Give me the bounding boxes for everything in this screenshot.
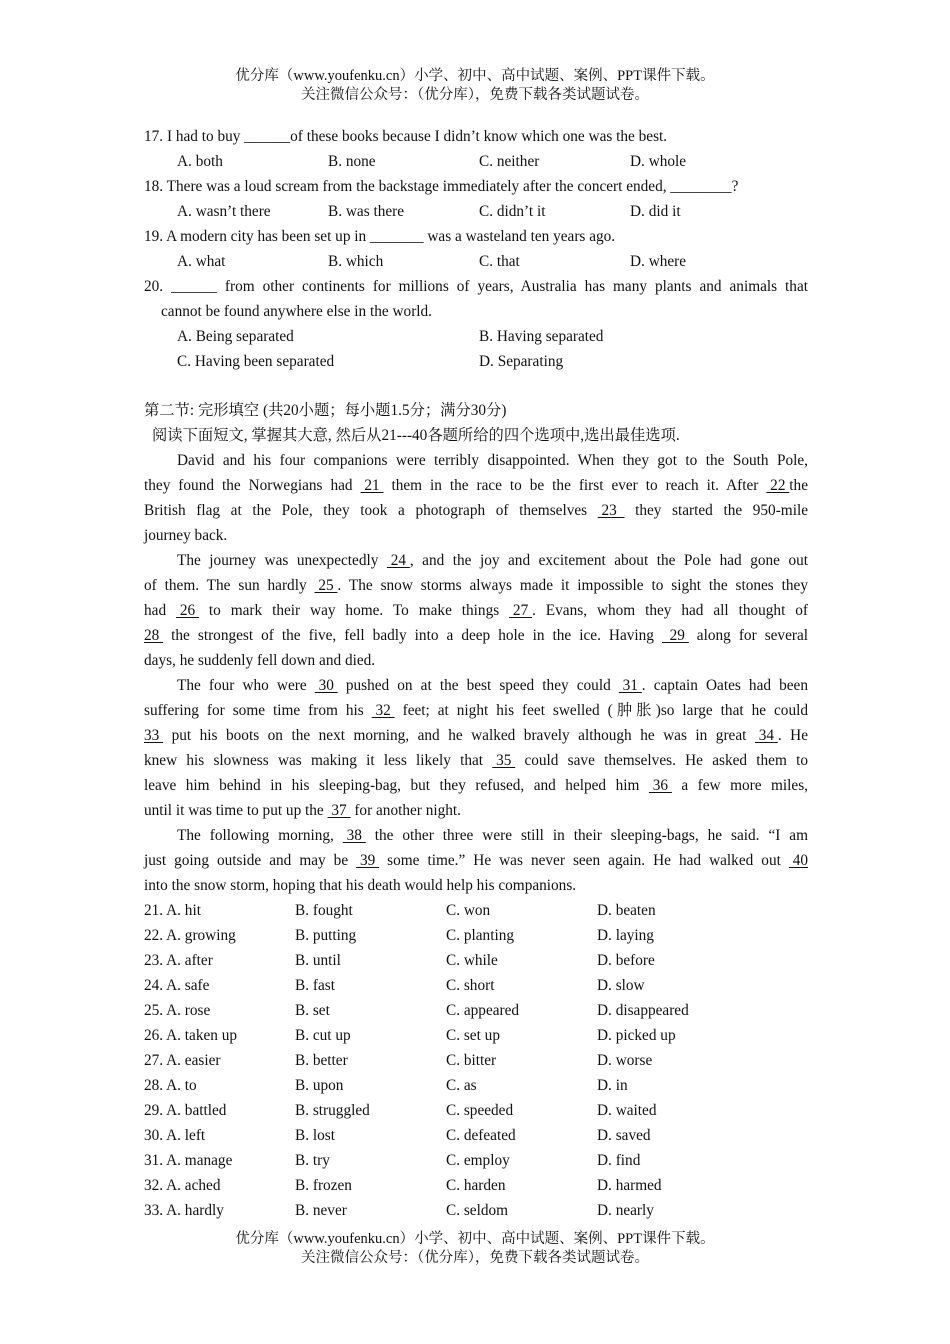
cloze-blank: 24 — [386, 552, 410, 569]
passage-line — [144, 748, 808, 773]
answer-option: C. seldom — [446, 1202, 509, 1219]
section-title: 第二节: 完形填空 (共20小题；每小题1.5分；满分30分) — [144, 402, 507, 419]
passage-line — [144, 798, 808, 823]
answer-row — [144, 1073, 808, 1098]
answer-row — [144, 1023, 808, 1048]
answer-option: D. waited — [597, 1102, 657, 1119]
passage-line — [144, 623, 808, 648]
answer-option: D. laying — [597, 927, 654, 944]
passage-text: The journey was unexpectedly — [177, 552, 387, 569]
answer-option: 30. A. left — [144, 1127, 206, 1144]
cloze-blank: 27 — [509, 602, 533, 619]
answer-option: 29. A. battled — [144, 1102, 227, 1119]
answer-option: D. in — [597, 1077, 628, 1094]
option: D. whole — [630, 153, 687, 170]
cloze-blank: 25 — [314, 577, 338, 594]
cloze-blank: 30 — [314, 677, 338, 694]
cloze-blank: 37 — [327, 802, 351, 819]
option: C. neither — [479, 153, 540, 170]
question-18: 18. There was a loud scream from the backstage immediately after the concert ended, ________? — [144, 178, 739, 195]
cloze-blank: 23 — [597, 502, 625, 519]
answer-option: 23. A. after — [144, 952, 213, 969]
answer-option: D. nearly — [597, 1202, 654, 1219]
passage-line — [144, 473, 808, 498]
exam-content — [144, 124, 808, 1223]
cloze-blank: 29 — [662, 627, 689, 644]
passage-text: the — [789, 477, 808, 494]
cloze-blank: 31 — [618, 677, 642, 694]
answer-option: C. speeded — [446, 1102, 514, 1119]
answer-option: B. putting — [295, 927, 357, 944]
answer-option: 33. A. hardly — [144, 1202, 224, 1219]
answer-option: B. struggled — [295, 1102, 370, 1119]
passage-text: for another night. — [350, 802, 461, 819]
passage-text: journey back. — [144, 527, 228, 544]
answer-option: C. employ — [446, 1152, 510, 1169]
answer-option: B. frozen — [295, 1177, 352, 1194]
passage-line — [144, 573, 808, 598]
answer-options — [144, 898, 808, 1223]
answer-option: B. better — [295, 1052, 348, 1069]
footer-line-2: 关注微信公众号：（优分库），免费下载各类试题试卷。 — [301, 1250, 649, 1266]
cloze-blank: 40 — [788, 852, 808, 869]
section-instruction: 阅读下面短文, 掌握其大意, 然后从21---40各题所给的四个选项中,选出最佳选项. — [152, 427, 680, 444]
answer-option: B. try — [295, 1152, 330, 1169]
passage-text: knew his slowness was making it less likely that — [144, 752, 493, 769]
passage-line — [144, 648, 808, 673]
cloze-blank: 22 — [766, 477, 790, 494]
answer-option: C. bitter — [446, 1052, 497, 1069]
answer-row — [144, 1173, 808, 1198]
answer-option: D. picked up — [597, 1027, 676, 1044]
passage-text: could save themselves. He asked them to — [515, 752, 808, 769]
passage-text: a few more miles, — [671, 777, 809, 794]
answer-option: D. find — [597, 1152, 641, 1169]
passage-text: , and the joy and excitement about the Pole had gone out — [409, 552, 808, 569]
option: D. did it — [630, 203, 681, 220]
passage-text: put his boots on the next morning, and he walked bravely although he was in great — [163, 727, 755, 744]
cloze-blank: 21 — [360, 477, 384, 494]
answer-option: C. while — [446, 952, 498, 969]
answer-row — [144, 1148, 808, 1173]
passage-text: just going outside and may be — [144, 852, 357, 869]
passage-line — [144, 498, 808, 523]
option: D. where — [630, 253, 687, 270]
cloze-passage — [144, 448, 808, 898]
passage-line — [144, 848, 808, 873]
answer-option: 22. A. growing — [144, 927, 236, 944]
passage-text: The following morning, — [177, 827, 343, 844]
answer-option: B. cut up — [295, 1027, 351, 1044]
answer-option: D. saved — [597, 1127, 651, 1144]
passage-text: The four who were — [177, 677, 315, 694]
answer-option: D. before — [597, 952, 655, 969]
passage-text: days, he suddenly fell down and died. — [144, 652, 376, 669]
passage-line — [144, 723, 808, 748]
answer-option: C. defeated — [446, 1127, 516, 1144]
option: B. was there — [328, 203, 405, 220]
passage-text: into the snow storm, hoping that his death would help his companions. — [144, 877, 577, 894]
passage-text: . He — [777, 727, 808, 744]
option: C. didn’t it — [479, 203, 546, 220]
answer-row — [144, 998, 808, 1023]
passage-text: of them. The sun hardly — [144, 577, 315, 594]
answer-option: 24. A. safe — [144, 977, 210, 994]
cloze-blank: 32 — [371, 702, 395, 719]
passage-line — [144, 448, 808, 473]
answer-option: D. disappeared — [597, 1002, 689, 1019]
answer-option: C. harden — [446, 1177, 506, 1194]
passage-text: the other three were still in their sleeping-bags, he said. “I am — [365, 827, 808, 844]
options-19 — [144, 249, 808, 274]
page-header — [0, 67, 950, 105]
passage-text: feet; at night his feet swelled (肿胀)so large that he could — [394, 702, 808, 719]
passage-text: them in the race to be the first ever to reach it. After — [383, 477, 767, 494]
cloze-blank: 28 — [144, 627, 164, 644]
passage-line — [144, 823, 808, 848]
answer-option: 32. A. ached — [144, 1177, 221, 1194]
answer-option: D. harmed — [597, 1177, 662, 1194]
question-19: 19. A modern city has been set up in _______ was a wasteland ten years ago. — [144, 228, 616, 245]
page-footer — [0, 1230, 950, 1268]
answer-option: B. upon — [295, 1077, 344, 1094]
passage-text: British flag at the Pole, they took a photograph of themselves — [144, 502, 598, 519]
option: A. what — [177, 253, 226, 270]
cloze-blank: 35 — [492, 752, 516, 769]
answer-option: 31. A. manage — [144, 1152, 233, 1169]
option: B. which — [328, 253, 384, 270]
answer-option: B. fought — [295, 902, 353, 919]
passage-text: had — [144, 602, 177, 619]
passage-line — [144, 673, 808, 698]
answer-option: 27. A. easier — [144, 1052, 221, 1069]
passage-text: to mark their way home. To make things — [198, 602, 510, 619]
passage-line — [144, 698, 808, 723]
passage-line — [144, 548, 808, 573]
passage-text: leave him behind in his sleeping-bag, but they refused, and helped him — [144, 777, 649, 794]
passage-text: some time.” He was never seen again. He had walked out — [379, 852, 789, 869]
option: A. wasn’t there — [177, 203, 271, 220]
answer-option: D. slow — [597, 977, 645, 994]
option: D. Separating — [479, 353, 564, 370]
option: B. none — [328, 153, 376, 170]
question-20-continued: cannot be found anywhere else in the world. — [161, 303, 433, 320]
answer-option: 26. A. taken up — [144, 1027, 238, 1044]
answer-row — [144, 898, 808, 923]
answer-option: B. set — [295, 1002, 330, 1019]
header-line-2: 关注微信公众号：（优分库），免费下载各类试题试卷。 — [301, 87, 649, 103]
answer-row — [144, 1048, 808, 1073]
answer-option: 21. A. hit — [144, 902, 201, 919]
passage-line — [144, 598, 808, 623]
passage-text: . captain Oates had been — [641, 677, 808, 694]
answer-option: C. set up — [446, 1027, 500, 1044]
cloze-blank: 34 — [754, 727, 778, 744]
passage-text: pushed on at the best speed they could — [337, 677, 619, 694]
answer-option: 25. A. rose — [144, 1002, 211, 1019]
passage-text: David and his four companions were terribly disappointed. When they got to the South Pole, — [177, 452, 808, 469]
passage-text: . Evans, whom they had all thought of — [532, 602, 808, 619]
answer-option: B. until — [295, 952, 341, 969]
passage-text: . The snow storms always made it impossible to sight the stones they — [337, 577, 808, 594]
answer-option: B. fast — [295, 977, 335, 994]
option: B. Having separated — [479, 328, 604, 345]
option: A. Being separated — [177, 328, 294, 345]
options-18 — [144, 199, 808, 224]
answer-row — [144, 1123, 808, 1148]
answer-option: C. planting — [446, 927, 514, 944]
options-17 — [144, 149, 808, 174]
passage-line — [144, 523, 808, 548]
answer-row — [144, 1098, 808, 1123]
passage-line — [144, 873, 808, 898]
cloze-blank: 33 — [144, 727, 164, 744]
passage-line — [144, 773, 808, 798]
passage-text: they started the 950-mile — [624, 502, 808, 519]
passage-text: they found the Norwegians had — [144, 477, 361, 494]
option: A. both — [177, 153, 223, 170]
answer-option: D. beaten — [597, 902, 656, 919]
cloze-blank: 39 — [356, 852, 380, 869]
answer-option: B. never — [295, 1202, 347, 1219]
answer-option: C. won — [446, 902, 491, 919]
answer-row — [144, 923, 808, 948]
passage-text: the strongest of the five, fell badly into a deep hole in the ice. Having — [163, 627, 662, 644]
cloze-blank: 26 — [176, 602, 199, 619]
answer-option: C. short — [446, 977, 495, 994]
answer-option: C. as — [446, 1077, 477, 1094]
cloze-blank: 38 — [342, 827, 366, 844]
answer-option: B. lost — [295, 1127, 335, 1144]
option: C. that — [479, 253, 520, 270]
options-20-row-2 — [144, 349, 808, 374]
footer-line-1: 优分库（www.youfenku.cn）小学、初中、高中试题、案例、PPT课件下载。 — [235, 1231, 715, 1247]
cloze-blank: 36 — [648, 777, 672, 794]
answer-row — [144, 973, 808, 998]
answer-row — [144, 948, 808, 973]
answer-row — [144, 1198, 808, 1223]
option: C. Having been separated — [177, 353, 335, 370]
question-17: 17. I had to buy ______of these books because I didn’t know which one was the best. — [144, 128, 668, 145]
question-20: 20. ______ from other continents for millions of years, Australia has many plants and animals that — [144, 278, 808, 295]
passage-text: until it was time to put up the — [144, 802, 328, 819]
passage-text: suffering for some time from his — [144, 702, 372, 719]
header-line-1: 优分库（www.youfenku.cn）小学、初中、高中试题、案例、PPT课件下载。 — [235, 68, 715, 84]
passage-text: along for several — [688, 627, 809, 644]
options-20-row-1 — [144, 324, 808, 349]
answer-option: D. worse — [597, 1052, 653, 1069]
answer-option: C. appeared — [446, 1002, 520, 1019]
answer-option: 28. A. to — [144, 1077, 197, 1094]
